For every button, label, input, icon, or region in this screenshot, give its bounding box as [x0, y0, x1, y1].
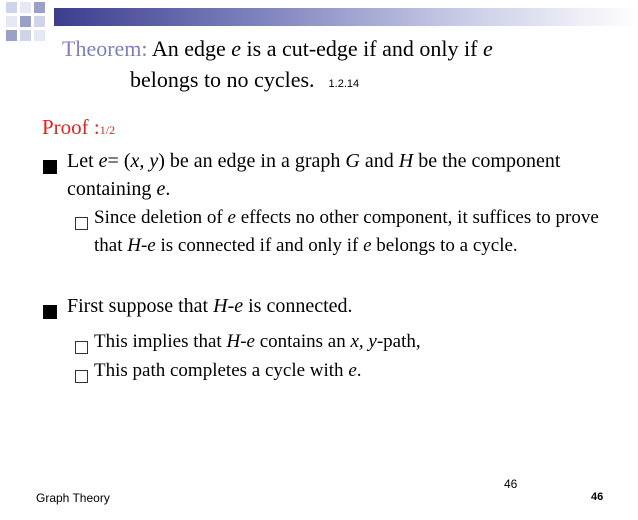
deco-square: [6, 2, 17, 13]
checkbox-bullet-icon: [75, 370, 88, 383]
text: This implies that: [94, 331, 227, 352]
text: First suppose that: [67, 295, 214, 317]
text: Let: [67, 150, 99, 172]
title-text: is a cut-edge if and only if: [241, 36, 483, 61]
sub-bullet-item: [94, 357, 604, 385]
proof-heading: [42, 115, 115, 140]
bullet-square-icon: [43, 160, 57, 174]
sub-bullet-item: [94, 204, 604, 260]
title-line-2: [62, 64, 622, 100]
title-var: e: [231, 36, 242, 61]
math-var: x, y: [130, 150, 159, 172]
deco-square: [20, 30, 31, 41]
title-text: belongs to no cycles.: [130, 67, 315, 92]
footer-page-number: 46: [591, 491, 604, 503]
math-var: H-e: [226, 331, 255, 352]
math-var: H: [398, 150, 414, 172]
footer-title: Graph Theory: [36, 491, 110, 505]
text: be the component containing: [67, 150, 561, 200]
checkbox-bullet-icon: [75, 341, 88, 354]
text: .: [165, 178, 171, 200]
theorem-reference: 1.2.14: [328, 78, 360, 90]
math-var: e: [363, 235, 372, 256]
text: and: [359, 150, 399, 172]
bullet-square-icon: [43, 305, 57, 319]
proof-part: 1/2: [99, 123, 116, 137]
bullet-item: [67, 147, 607, 203]
proof-label: Proof :: [42, 115, 100, 139]
math-var: H-e: [213, 295, 244, 317]
slide-title: [62, 33, 622, 100]
deco-square: [20, 16, 31, 27]
text: effects no other component, it suffices to prove that: [94, 207, 599, 256]
title-var: e: [482, 36, 493, 61]
text: is connected if and only if: [155, 235, 364, 256]
text: This path completes a cycle with: [94, 360, 349, 381]
math-var: e: [348, 360, 357, 381]
deco-square: [34, 16, 45, 27]
text: = (: [107, 150, 131, 172]
sub-bullet-item: [94, 328, 604, 356]
math-var: e: [227, 207, 236, 228]
text: is connected.: [243, 295, 353, 317]
deco-square: [20, 2, 31, 13]
deco-square: [34, 2, 45, 13]
deco-square: [34, 30, 45, 41]
text: ) be an edge in a graph: [158, 150, 346, 172]
top-gradient-bar: [54, 8, 638, 26]
text: Since deletion of: [94, 207, 228, 228]
math-var: G: [345, 150, 360, 172]
text: belongs to a cycle.: [371, 235, 518, 256]
checkbox-bullet-icon: [75, 217, 88, 230]
title-text: An edge: [151, 36, 232, 61]
text: contains an: [254, 331, 351, 352]
math-var: e: [98, 150, 108, 172]
bullet-item: [67, 292, 607, 320]
math-var: H-e: [127, 235, 156, 256]
deco-square: [6, 30, 17, 41]
math-var: e: [156, 178, 166, 200]
deco-square: [6, 16, 17, 27]
math-var: x, y: [350, 331, 377, 352]
text: .: [356, 360, 362, 381]
page-number-center: 46: [504, 477, 518, 491]
text: -path,: [376, 331, 421, 352]
theorem-label: Theorem:: [62, 36, 148, 61]
